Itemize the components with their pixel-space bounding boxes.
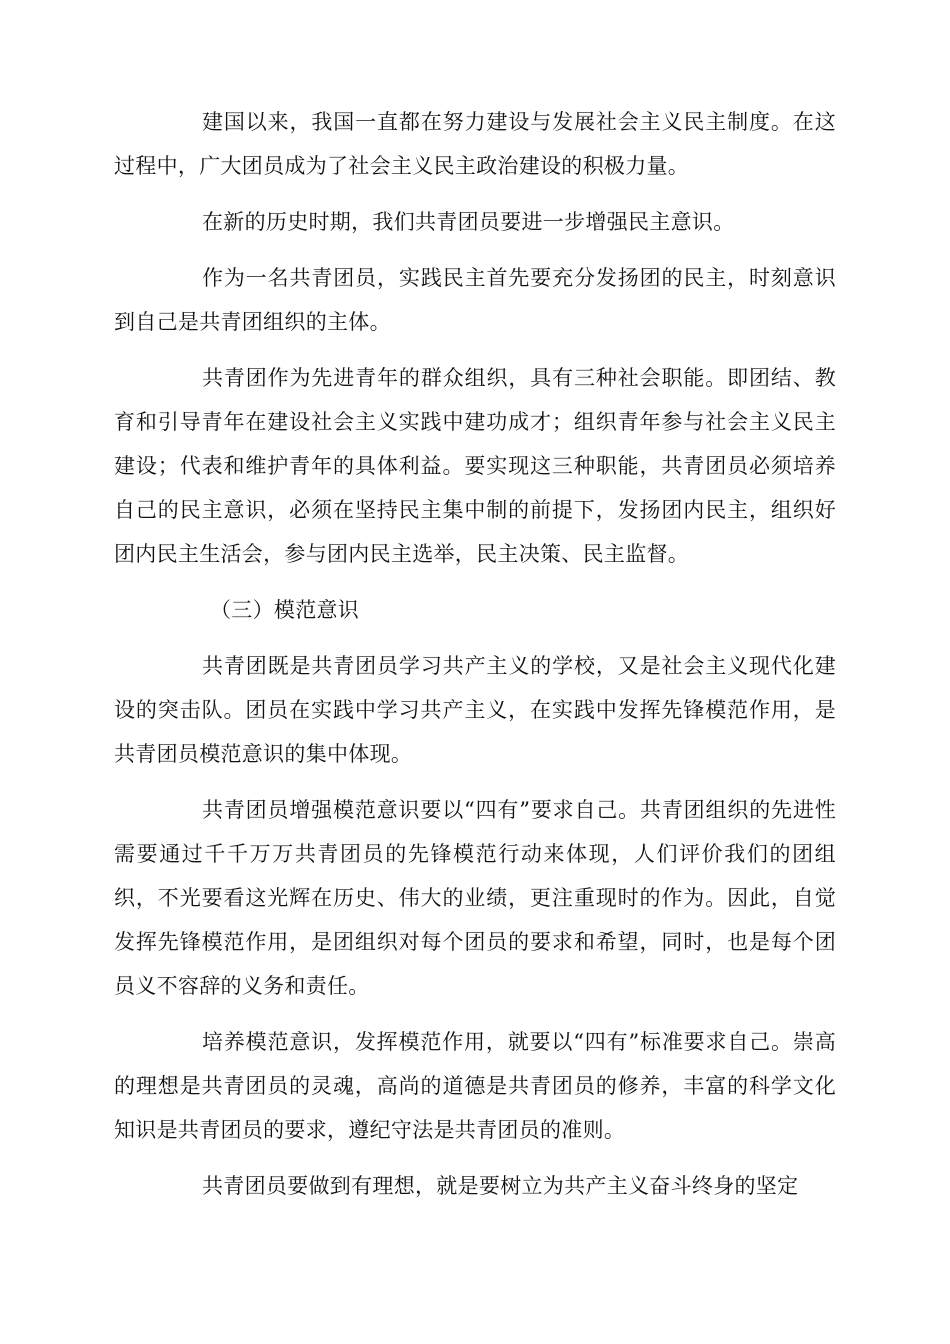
- paragraph-practice-democracy: 作为一名共青团员，实践民主首先要充分发扬团的民主，时刻意识到自己是共青团组织的主体。: [114, 266, 836, 334]
- paragraph-democracy-awareness: 在新的历史时期，我们共青团员要进一步增强民主意识。: [202, 210, 735, 234]
- document-body: [114, 100, 836, 1220]
- section-heading-model-awareness: （三）模范意识: [210, 598, 360, 622]
- paragraph-four-haves-standard: 培养模范意识，发挥模范作用，就要以“四有”标准要求自己。崇高的理想是共青团员的灵魂，高尚的道德是共青团员的修养，丰富的科学文化知识是共青团员的要求，遵纪守法是共青团员的准则。: [114, 1030, 836, 1142]
- paragraph-league-school: 共青团既是共青团员学习共产主义的学校，又是社会主义现代化建设的突击队。团员在实践中学习共产主义，在实践中发挥先锋模范作用，是共青团员模范意识的集中体现。: [114, 654, 836, 766]
- paragraph-democracy-history: 建国以来，我国一直都在努力建设与发展社会主义民主制度。在这过程中，广大团员成为了社会主义民主政治建设的积极力量。: [114, 110, 836, 178]
- paragraph-four-haves-requirement: 共青团员增强模范意识要以“四有”要求自己。共青团组织的先进性需要通过千千万万共青团员的先锋模范行动来体现，人们评价我们的团组织，不光要看这光辉在历史、伟大的业绩，更注重现时的作为。因此，自觉发挥先锋模范作用，是团组织对每个团员的要求和希望，同时，也是每个团员义不容辞的义务和责任。: [114, 798, 836, 998]
- paragraph-ideals: 共青团员要做到有理想，就是要树立为共产主义奋斗终身的坚定: [202, 1174, 799, 1198]
- paragraph-social-functions: 共青团作为先进青年的群众组织，具有三种社会职能。即团结、教育和引导青年在建设社会主义实践中建功成才；组织青年参与社会主义民主建设；代表和维护青年的具体利益。要实现这三种职能，共青团员必须培养自己的民主意识，必须在坚持民主集中制的前提下，发扬团内民主，组织好团内民主生活会，参与团内民主选举，民主决策、民主监督。: [114, 366, 836, 566]
